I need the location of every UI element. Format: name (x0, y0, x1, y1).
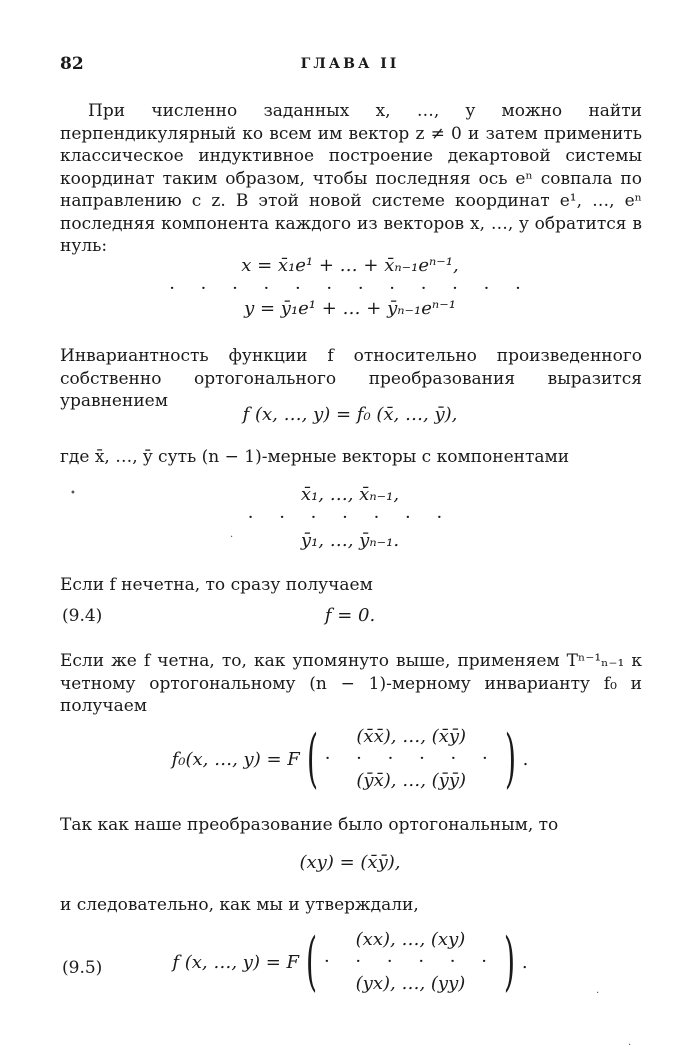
gram-final-dots: · · · · · · (323, 951, 497, 972)
equation-x-decomposition: x = x̄₁e¹ + … + x̄ₙ₋₁eⁿ⁻¹, (241, 255, 459, 276)
paragraph-odd-case: Если f нечетна, то сразу получаем (60, 575, 373, 595)
paragraph-orthogonal: Так как наше преобразование было ортогональным, то (60, 815, 559, 835)
paragraph-even-case: Если же f четна, то, как упомянуто выше, применяем Tⁿ⁻¹ₙ₋₁ к четному ортогональному (n − 1)-мерному инварианту f₀ и получаем (60, 651, 642, 716)
equation-number-9-4: (9.4) (62, 606, 103, 626)
equation-dots: · · · · · · · · · · · · (169, 278, 531, 299)
equation-f0-lhs: f₀(x, …, y) = F (171, 748, 300, 770)
equation-f0-period: . (522, 748, 529, 770)
print-speck: · (628, 1040, 632, 1051)
paragraph-invariance: Инвариантность функции f относительно произведенного собственно ортогонального преобразования выразится уравнением (60, 346, 642, 411)
equation-components-dots-row (0, 507, 700, 528)
gram-matrix (325, 725, 498, 793)
left-paren: ( (305, 925, 318, 999)
paragraph-components: где x̄, …, ȳ суть (n − 1)-мерные векторы с компонентами (60, 447, 570, 467)
gram-dots: · · · · · · (324, 748, 498, 769)
print-speck: · (230, 532, 234, 543)
equation-inner-product: (xy) = (x̄ȳ), (299, 852, 401, 873)
left-paren: ( (306, 722, 318, 796)
print-speck: • (70, 488, 76, 499)
paragraph-intro: При численно заданных x, …, y можно найти перпендикулярный ко всем им вектор z ≠ 0 и затем применить классическое индуктивное построение декартовой системы координат таким образом, чтобы последняя ось eⁿ совпала по направлению с z. В этой новой системе координат e¹, …, eⁿ последняя компонента каждого из векторов x, …, y обратится в нуль: (60, 101, 642, 256)
equation-components-x: x̄₁, …, x̄ₙ₋₁, (300, 484, 400, 505)
gram-final-row-1: (xx), …, (xy) (355, 929, 466, 950)
right-paren: ) (503, 925, 516, 999)
equation-f-period: . (521, 951, 528, 973)
gram-row-2: (ȳx̄), …, (ȳȳ) (356, 770, 467, 791)
equation-components-y: ȳ₁, …, ȳₙ₋₁. (300, 530, 400, 551)
equation-number-9-5: (9.5) (62, 958, 103, 978)
right-paren: ) (504, 722, 516, 796)
equation-invariance: f (x, …, y) = f₀ (x̄, …, ȳ), (242, 404, 458, 425)
equation-f-gram (0, 925, 700, 1005)
gram-row-1: (x̄x̄), …, (x̄ȳ) (356, 726, 467, 747)
components-dots: · · · · · · · (247, 507, 453, 528)
equation-f-lhs: f (x, …, y) = F (172, 951, 300, 973)
chapter-title: ГЛАВА II (300, 56, 400, 72)
equation-f0-gram (0, 722, 700, 802)
gram-final-row-2: (yx), …, (yy) (355, 973, 466, 994)
print-speck: · (596, 988, 600, 999)
equation-y-decomposition: y = ȳ₁e¹ + … + ȳₙ₋₁eⁿ⁻¹ (244, 298, 456, 319)
gram-matrix-final (324, 928, 497, 996)
equation-dots-row (0, 278, 700, 299)
page-number: 82 (60, 54, 84, 74)
paragraph-conclusion: и следовательно, как мы и утверждали, (60, 895, 419, 915)
equation-f-zero: f = 0. (324, 605, 376, 626)
